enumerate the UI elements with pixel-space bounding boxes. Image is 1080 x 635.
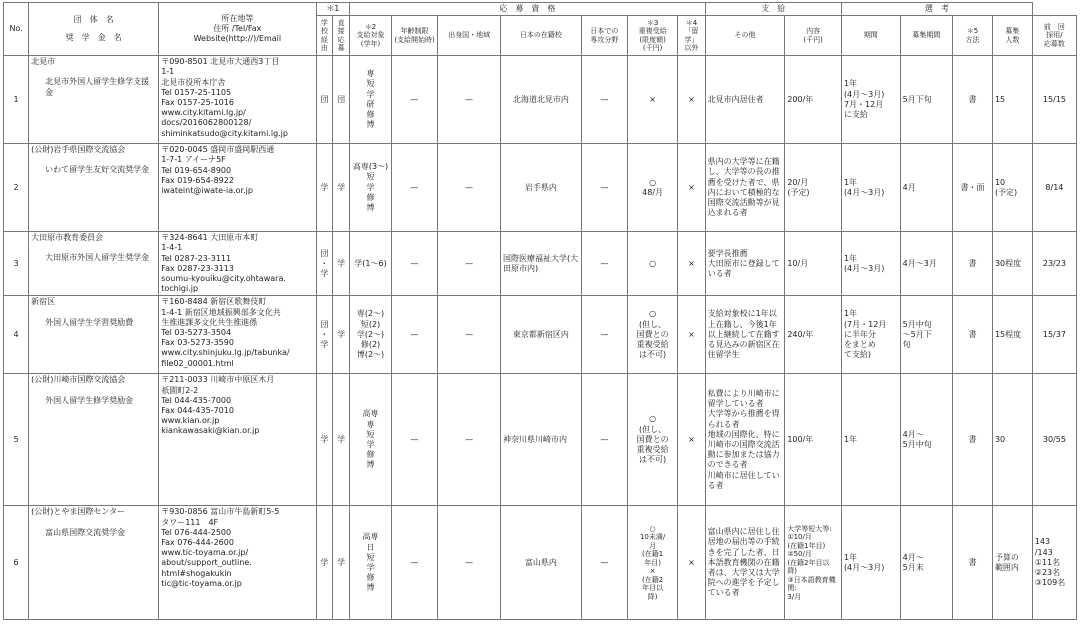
row-major: — <box>581 296 627 374</box>
row-age: — <box>391 144 437 232</box>
row-amount: 大学等短大等: ①10/月 (在籍1年目) ②50/月 (在籍2年目以降) ③日本語教育機関: 3/月 <box>785 506 842 620</box>
row-address: 〒211-0033 川崎市中原区木月 祇園町2-2 Tel 044-435-7000 Fax 044-435-7010 www.kian.or.jp kiankawasaki@kian.or.jp <box>159 374 316 506</box>
row-visa: × <box>678 144 705 232</box>
row-via: 学 <box>316 506 333 620</box>
row-recruit: 4月～ 5月末 <box>900 506 952 620</box>
row-other: 富山県内に居住し住居地の届出等の手続きを完了した者、日本語教育機関の在籍者は、大学又は大学院への進学を予定している者 <box>705 506 785 620</box>
row-origin: — <box>438 296 501 374</box>
row-num: 15 <box>992 56 1032 144</box>
row-period: 1年 (4月～3月) <box>841 144 900 232</box>
row-prev: 8/14 <box>1032 144 1076 232</box>
row-major: — <box>581 144 627 232</box>
row-method: 書 <box>953 296 993 374</box>
table-row <box>4 506 1077 620</box>
header-amount: 内容 (千円) <box>785 16 842 56</box>
row-direct: 学 <box>333 296 350 374</box>
row-amount: 100/年 <box>785 374 842 506</box>
row-via: 団 ・ 学 <box>316 296 333 374</box>
row-visa: × <box>678 56 705 144</box>
row-target: 専(2〜) 短(2) 学(2〜) 修(2) 博(2〜) <box>350 296 392 374</box>
row-amount: 20/月 (予定) <box>785 144 842 232</box>
row-duplicate: ○ (但し、 国費との 重複受給 は不可) <box>627 374 677 506</box>
row-duplicate: × <box>627 56 677 144</box>
header-star1: ＊1 <box>316 3 350 16</box>
row-award: 外国人留学生学習奨励費 <box>45 317 134 327</box>
header-no: No. <box>4 3 29 56</box>
row-other: 私費により川崎市に留学している者 大学等から推薦を得られる者 地域の国際化、特に川崎市の国際交流活動に参加または協力のできる者 川崎市に居住している者 <box>705 374 785 506</box>
row-visa: × <box>678 232 705 296</box>
row-num: 15程度 <box>992 296 1032 374</box>
row-recruit: 4月 <box>900 144 952 232</box>
header-other: その他 <box>705 16 785 56</box>
row-major: — <box>581 374 627 506</box>
row-origin: — <box>438 232 501 296</box>
row-major: — <box>581 506 627 620</box>
row-age: — <box>391 56 437 144</box>
scholarship-table <box>3 2 1077 620</box>
row-school: 国際医療福祉大学(大田原市内) <box>501 232 582 296</box>
row-age: — <box>391 296 437 374</box>
row-other: 北見市内居住者 <box>705 56 785 144</box>
row-org: (公財)岩手県国際交流協会 いわて留学生友好交流奨学金 <box>29 144 159 232</box>
row-recruit: 5月中旬 ～5月下 旬 <box>900 296 952 374</box>
header-direct: 直接応募 <box>333 16 350 56</box>
row-method: 書・面 <box>953 144 993 232</box>
row-award: 大田原市外国人留学生奨学金 <box>45 253 150 263</box>
row-recruit: 5月下旬 <box>900 56 952 144</box>
row-no: 6 <box>4 506 29 620</box>
row-no: 3 <box>4 232 29 296</box>
row-org: 新宿区 外国人留学生学習奨励費 <box>29 296 159 374</box>
row-period: 1年 (4月～3月) <box>841 232 900 296</box>
row-duplicate: ○ 10未満/ 月 (在籍1 年目) × (在籍2 年目以 降) <box>627 506 677 620</box>
row-direct: 学 <box>333 374 350 506</box>
row-other: 県内の大学等に在籍し、大学等の長の推薦を受けた者で、県内において積極的な国際交流活動等が見込まれる者 <box>705 144 785 232</box>
row-award: 外国人留学生修学奨励金 <box>45 395 134 405</box>
row-visa: × <box>678 296 705 374</box>
header-visa: ＊4 「留学」 以外 <box>678 16 705 56</box>
header-major: 日本での 専攻分野 <box>581 16 627 56</box>
row-direct: 学 <box>333 144 350 232</box>
row-org: 大田原市教育委員会 大田原市外国人留学生奨学金 <box>29 232 159 296</box>
row-prev: 143 /143 ①11名 ②23名 ③109名 <box>1032 506 1076 620</box>
row-target: 専 短 学 研 修 博 <box>350 56 392 144</box>
header-selection: 選 考 <box>841 3 1032 16</box>
row-prev: 15/15 <box>1032 56 1076 144</box>
row-target: 高専(3〜) 短 学 修 博 <box>350 144 392 232</box>
header-target: ＊2 支給対象 (学年) <box>350 16 392 56</box>
row-origin: — <box>438 374 501 506</box>
row-period: 1年 (4月～3月) <box>841 506 900 620</box>
header-recruit-period: 募集期間 <box>900 16 952 56</box>
row-prev: 30/55 <box>1032 374 1076 506</box>
row-num: 10 (予定) <box>992 144 1032 232</box>
row-target: 学(1〜6) <box>350 232 392 296</box>
header-payment: 支 給 <box>705 3 841 16</box>
row-method: 書 <box>953 506 993 620</box>
row-award: 北見市外国人留学生修学支援金 <box>45 77 150 97</box>
row-amount: 10/月 <box>785 232 842 296</box>
row-other: 支給対象校に1年以上在籍し、今後1年以上継続して在籍する見込みの新宿区在住留学生 <box>705 296 785 374</box>
header-previous: 前 回 採用/ 応募数 <box>1032 16 1076 56</box>
row-no: 1 <box>4 56 29 144</box>
row-period: 1年 (4月～3月) 7月・12月 に支給 <box>841 56 900 144</box>
row-duplicate: ○ 48/月 <box>627 144 677 232</box>
row-direct: 団 <box>333 56 350 144</box>
row-duplicate: ○ <box>627 232 677 296</box>
row-other: 要学長推薦 大田原市に登録している者 <box>705 232 785 296</box>
row-org: (公財)川崎市国際交流協会 外国人留学生修学奨励金 <box>29 374 159 506</box>
header-org <box>29 3 159 56</box>
header-school: 日本の在籍校 <box>501 16 582 56</box>
row-no: 2 <box>4 144 29 232</box>
table-row <box>4 56 1077 144</box>
row-period: 1年 (7月・12月 に半年分 をまとめ て支給) <box>841 296 900 374</box>
row-address: 〒324-8641 大田原市本町 1-4-1 Tel 0287-23-3111 Fax 0287-23-3113 soumu-kyouiku@city.ohtawara. tochigi.jp <box>159 232 316 296</box>
row-major: — <box>581 56 627 144</box>
row-method: 書 <box>953 232 993 296</box>
row-origin: — <box>438 56 501 144</box>
row-org: (公財)とやま国際センター 富山県国際交流奨学金 <box>29 506 159 620</box>
row-school: 東京都新宿区内 <box>501 296 582 374</box>
row-amount: 200/年 <box>785 56 842 144</box>
row-num: 30程度 <box>992 232 1032 296</box>
table-row <box>4 144 1077 232</box>
row-target: 高専 専 短 学 修 博 <box>350 374 392 506</box>
row-method: 書 <box>953 56 993 144</box>
row-school: 富山県内 <box>501 506 582 620</box>
header-method: ＊5 方法 <box>953 16 993 56</box>
row-visa: × <box>678 506 705 620</box>
row-prev: 15/37 <box>1032 296 1076 374</box>
header-recruit-num: 募集 人数 <box>992 16 1032 56</box>
header-org-name: 団 体 名 <box>73 14 114 24</box>
row-via: 学 <box>316 374 333 506</box>
header-age-limit: 年齢制限 (支給開始時) <box>391 16 437 56</box>
table-row <box>4 374 1077 506</box>
row-address: 〒090-8501 北見市大通西3丁目 1-1 北見市役所本庁舎 Tel 0157-25-1105 Fax 0157-25-1016 www.city.kitami.lg.jp/ docs/2016062800128/ shiminkatsudo@city.kitami.lg.jp <box>159 56 316 144</box>
row-school: 神奈川県川崎市内 <box>501 374 582 506</box>
row-address: 〒020-0045 盛岡市盛岡駅西通 1-7-1 アイーナ5F Tel 019-654-8900 Fax 019-654-8922 iwateint@iwate-ia.or.jp <box>159 144 316 232</box>
header-via-school: 学校経由 <box>316 16 333 56</box>
header-origin: 出身国・地域 <box>438 16 501 56</box>
row-award: 富山県国際交流奨学金 <box>45 527 126 537</box>
table-row <box>4 296 1077 374</box>
row-no: 4 <box>4 296 29 374</box>
header-application: 応 募 資 格 <box>350 3 706 16</box>
row-address: 〒160-8484 新宿区歌舞伎町 1-4-1 新宿区地域振興部多文化共 生推進課多文化共生推進係 Tel 03-5273-3504 Fax 03-5273-3590 www.city.shinjuku.lg.jp/tabunka/ file02_00001.html <box>159 296 316 374</box>
header-scholarship-name: 奨 学 金 名 <box>65 33 122 43</box>
row-origin: — <box>438 144 501 232</box>
row-origin: — <box>438 506 501 620</box>
row-num: 30 <box>992 374 1032 506</box>
row-major: — <box>581 232 627 296</box>
table-row <box>4 232 1077 296</box>
row-via: 団 <box>316 56 333 144</box>
row-org: 北見市 北見市外国人留学生修学支援金 <box>29 56 159 144</box>
row-amount: 240/年 <box>785 296 842 374</box>
row-address: 〒930-0856 富山市牛島新町5-5 タワー111 4F Tel 076-444-2500 Fax 076-444-2600 www.tic-toyama.or.jp/ about/support_outline. html#shogakukin tic@tic-toyama.or.jp <box>159 506 316 620</box>
row-school: 北海道北見市内 <box>501 56 582 144</box>
row-no: 5 <box>4 374 29 506</box>
row-via: 学 <box>316 144 333 232</box>
row-direct: 学 <box>333 506 350 620</box>
row-period: 1年 <box>841 374 900 506</box>
header-address: 所在地等 住所 /Tel/Fax Website(http://)/Email <box>159 3 316 56</box>
row-age: — <box>391 506 437 620</box>
row-award: いわて留学生友好交流奨学金 <box>45 165 150 175</box>
row-num: 予算の 範囲内 <box>992 506 1032 620</box>
row-duplicate: ○ (但し、 国費との 重複受給 は不可) <box>627 296 677 374</box>
header-period: 期間 <box>841 16 900 56</box>
row-recruit: 4月～3月 <box>900 232 952 296</box>
row-school: 岩手県内 <box>501 144 582 232</box>
row-recruit: 4月～ 5月中旬 <box>900 374 952 506</box>
header-duplicate: ＊3 重複受給 (限度額) (千円) <box>627 16 677 56</box>
row-visa: × <box>678 374 705 506</box>
row-direct: 学 <box>333 232 350 296</box>
row-method: 書 <box>953 374 993 506</box>
row-age: — <box>391 374 437 506</box>
row-via: 団 ・ 学 <box>316 232 333 296</box>
row-prev: 23/23 <box>1032 232 1076 296</box>
row-age: — <box>391 232 437 296</box>
row-target: 高専 日 短 学 修 博 <box>350 506 392 620</box>
